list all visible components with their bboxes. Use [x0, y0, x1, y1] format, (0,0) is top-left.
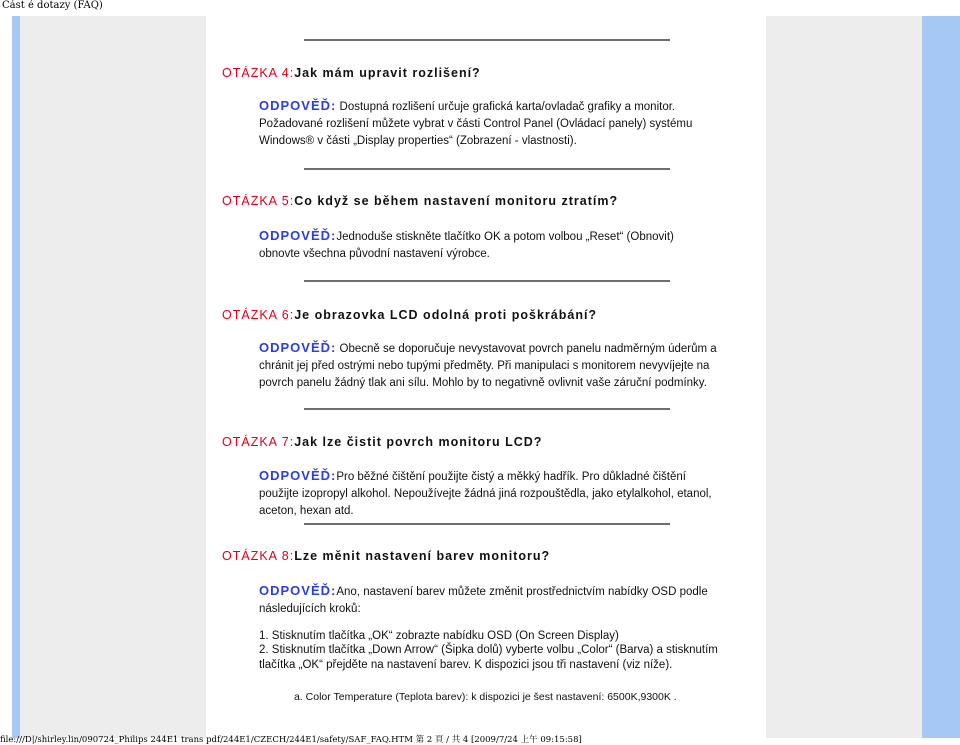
faq-question	[222, 194, 618, 208]
right-margin-panel	[766, 16, 922, 738]
question-text: Jak mám upravit rozlišení?	[294, 66, 481, 80]
question-label: OTÁZKA 8:	[222, 549, 295, 563]
faq-question	[222, 308, 597, 322]
answer-text: Pro běžné čištění použijte čistý a měkký hadřík. Pro důkladné čištění použijte izopropyl alkohol. Nepoužívejte žádná jiná rozpouštědla, jako etylalkohol, etanol, aceton, hexan atd.	[259, 471, 712, 517]
faq-question	[222, 549, 550, 563]
faq-question	[222, 66, 481, 80]
question-text: Je obrazovka LCD odolná proti poškrábání?	[294, 308, 598, 322]
answer-text: Ano, nastavení barev můžete změnit prostřednictvím nabídky OSD podle následujících kroků:	[259, 586, 708, 615]
question-text: Co když se během nastavení monitoru ztratím?	[294, 194, 619, 208]
divider	[304, 168, 670, 170]
faq-answer	[259, 227, 717, 263]
step-2a: a. Color Temperature (Teplota barev): k dispozici je šest nastavení: 6500K,9300K .	[294, 691, 677, 703]
answer-text: Obecně se doporučuje nevystavovat povrch panelu nadměrným úderům a chránit jej před ostrými nebo tupými předměty. Při manipulaci s monitorem nevyvíjejte na povrch panelu žádný tlak ani sílu. Mohlo by to negativně ovlivnit vaše záruční podmínky.	[259, 343, 717, 389]
answer-label: ODPOVĚĎ:	[259, 98, 337, 113]
question-text: Lze měnit nastavení barev monitoru?	[294, 549, 551, 563]
faq-answer	[259, 467, 717, 520]
divider	[304, 280, 670, 282]
right-side-bar	[922, 16, 960, 738]
question-label: OTÁZKA 5:	[222, 194, 295, 208]
divider	[304, 408, 670, 410]
answer-text: Dostupná rozlišení určuje grafická karta/ovladač grafiky a monitor. Požadované rozlišení můžete vybrat v části Control Panel (Ovládací panely) systému Windows® v části „Display properties“ (Zobrazení - vlastnosti).	[259, 101, 693, 147]
answer-text: Jednoduše stiskněte tlačítko OK a potom volbou „Reset“ (Obnovit) obnovte všechna původní nastavení výrobce.	[259, 231, 674, 260]
question-label: OTÁZKA 4:	[222, 66, 295, 80]
left-margin-panel	[20, 16, 206, 738]
faq-answer	[259, 339, 717, 392]
step-1: 1. Stisknutím tlačítka „OK“ zobrazte nabídku OSD (On Screen Display)	[259, 630, 619, 642]
answer-label: ODPOVĚĎ:	[259, 228, 337, 243]
footer-file-path: file:///D|/shirley.lin/090724_Philips 244E1 trans pdf/244E1/CZECH/244E1/safety/SAF_FAQ.HTM 第 2 頁 / 共 4 [2009/7/24 上午 09:15:58]	[0, 735, 582, 745]
page-title: Část é dotazy (FAQ)	[2, 0, 103, 11]
answer-label: ODPOVĚĎ:	[259, 583, 337, 598]
faq-question	[222, 435, 542, 449]
answer-label: ODPOVĚĎ:	[259, 468, 337, 483]
question-text: Jak lze čistit povrch monitoru LCD?	[294, 435, 543, 449]
question-label: OTÁZKA 6:	[222, 308, 295, 322]
faq-answer	[259, 97, 717, 150]
left-side-bar	[12, 16, 20, 738]
answer-label: ODPOVĚĎ:	[259, 340, 337, 355]
faq-answer	[259, 582, 717, 618]
step-2: 2. Stisknutím tlačítka „Down Arrow“ (Šipka dolů) vyberte volbu „Color“ (Barva) a stisknutím tlačítka „OK“ přejděte na nastavení barev. K dispozici jsou tři nastavení (viz níže).	[259, 644, 718, 671]
divider	[304, 523, 670, 525]
question-label: OTÁZKA 7:	[222, 435, 295, 449]
divider	[304, 39, 670, 41]
